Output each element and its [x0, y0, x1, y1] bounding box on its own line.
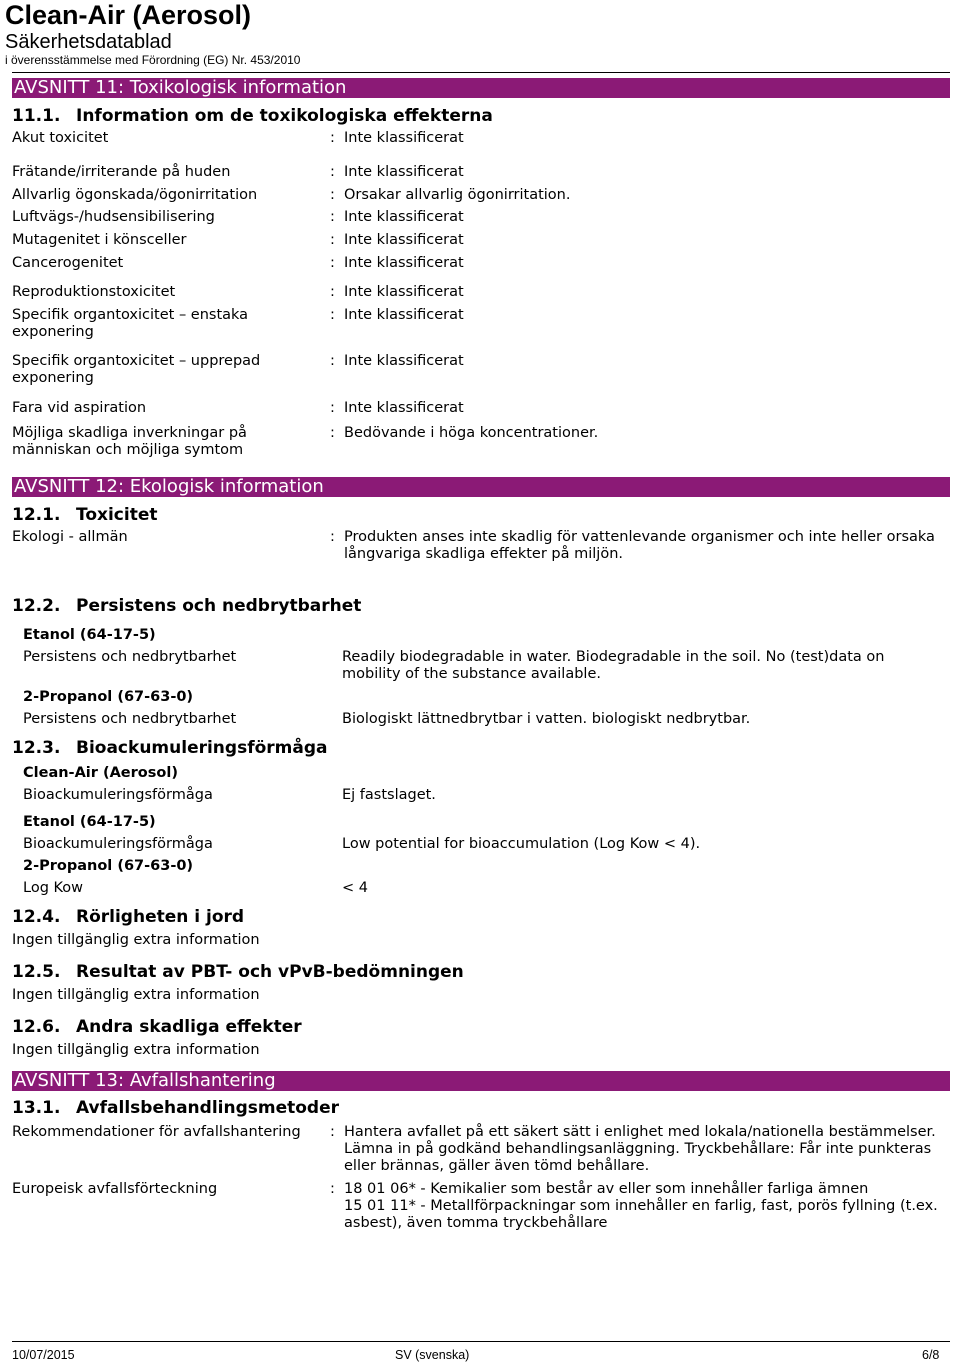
- row-label-human-effects: Möjliga skadliga inverkningar på människan och möjliga symtom: [12, 425, 247, 458]
- row-value: Inte klassificerat: [344, 164, 464, 180]
- substance-name: Etanol (64-17-5): [23, 814, 156, 830]
- row-label-stot-single: Specifik organtoxicitet – enstaka exponering: [12, 307, 249, 340]
- property-value: < 4: [342, 880, 368, 896]
- row-separator: :: [330, 353, 335, 369]
- property-value: Ej fastslaget.: [342, 787, 436, 803]
- row-value: Inte klassificerat: [344, 284, 464, 300]
- subsection-number: 12.3.: [12, 738, 61, 758]
- header-divider: [12, 72, 950, 73]
- row-label-eye-damage: Allvarlig ögonskada/ögonirritation: [12, 187, 258, 203]
- subsection-12-6-heading: [12, 1017, 302, 1037]
- subsection-title: Persistens och nedbrytbarhet: [76, 596, 362, 616]
- property-label: Persistens och nedbrytbarhet: [23, 649, 237, 665]
- footer-date: 10/07/2015: [12, 1348, 75, 1362]
- product-title: Clean-Air (Aerosol): [5, 0, 252, 30]
- row-value: Inte klassificerat: [344, 353, 464, 369]
- row-label-carcinogenicity: Cancerogenitet: [12, 255, 124, 271]
- property-label: Log Kow: [23, 880, 84, 896]
- row-label-stot-repeated: Specifik organtoxicitet – upprepad exponering: [12, 353, 261, 386]
- row-separator: :: [330, 187, 335, 203]
- row-separator: :: [330, 209, 335, 225]
- subsection-title: Toxicitet: [76, 505, 158, 525]
- property-label: Persistens och nedbrytbarhet: [23, 711, 237, 727]
- subsection-12-3-heading: [12, 738, 327, 758]
- substance-name: Etanol (64-17-5): [23, 627, 156, 643]
- row-separator: :: [330, 425, 335, 441]
- subsection-title: Andra skadliga effekter: [76, 1017, 302, 1037]
- row-separator: :: [330, 232, 335, 248]
- no-info-text: Ingen tillgänglig extra information: [12, 932, 260, 948]
- ecology-general-value: Produkten anses inte skadlig för vattenlevande organismer och inte heller orsaka långvariga skadliga effekter på miljön.: [344, 529, 935, 562]
- subsection-title: Rörligheten i jord: [76, 907, 245, 927]
- row-separator: :: [330, 130, 335, 146]
- waste-code-line: 18 01 06* - Kemikalier som består av eller som innehåller farliga ämnen: [344, 1181, 869, 1197]
- no-info-text: Ingen tillgänglig extra information: [12, 987, 260, 1003]
- section-13-header: AVSNITT 13: Avfallshantering: [12, 1071, 950, 1091]
- subsection-number: 12.4.: [12, 907, 61, 927]
- row-separator: :: [330, 1181, 335, 1197]
- property-value: Low potential for bioaccumulation (Log Kow < 4).: [342, 836, 701, 852]
- property-label: Bioackumuleringsförmåga: [23, 836, 213, 852]
- row-label-aspiration: Fara vid aspiration: [12, 400, 147, 416]
- row-value: Inte klassificerat: [344, 209, 464, 225]
- row-label-sensitisation: Luftvägs-/hudsensibilisering: [12, 209, 215, 225]
- property-label: Bioackumuleringsförmåga: [23, 787, 213, 803]
- row-separator: :: [330, 307, 335, 323]
- no-info-text: Ingen tillgänglig extra information: [12, 1042, 260, 1058]
- row-label-reproductive-toxicity: Reproduktionstoxicitet: [12, 284, 176, 300]
- row-separator: :: [330, 1124, 335, 1140]
- waste-recommendations-label: Rekommendationer för avfallshantering: [12, 1124, 301, 1140]
- substance-name: Clean-Air (Aerosol): [23, 765, 178, 781]
- subsection-number: 13.1.: [12, 1098, 61, 1118]
- waste-recommendations-value: Hantera avfallet på ett säkert sätt i enlighet med lokala/nationella bestämmelser. Lämna in på godkänd behandlingsanläggning. Tryckbehållare: Får inte punkteras eller brännas, gäller även tömd behållare.: [344, 1124, 936, 1174]
- regulation-note: i överensstämmelse med Förordning (EG) Nr. 453/2010: [5, 53, 301, 67]
- row-separator: :: [330, 164, 335, 180]
- subsection-number: 12.1.: [12, 505, 61, 525]
- row-label-skin-corrosion: Frätande/irriterande på huden: [12, 164, 231, 180]
- european-waste-list-value: [344, 1181, 944, 1232]
- subsection-11-1-heading: [12, 106, 493, 126]
- row-value: Inte klassificerat: [344, 232, 464, 248]
- property-value: Biologiskt lättnedbrytbar i vatten. biologiskt nedbrytbar.: [342, 711, 751, 727]
- subsection-12-1-heading: [12, 505, 158, 525]
- row-value: Inte klassificerat: [344, 255, 464, 271]
- subsection-12-2-heading: [12, 596, 361, 616]
- property-value: Readily biodegradable in water. Biodegradable in the soil. No (test)data on mobility of the substance available.: [342, 649, 885, 682]
- subsection-number: 12.2.: [12, 596, 61, 616]
- footer-language: SV (svenska): [395, 1348, 470, 1362]
- row-separator: :: [330, 284, 335, 300]
- subsection-12-4-heading: [12, 907, 244, 927]
- subsection-13-1-heading: [12, 1098, 339, 1118]
- row-label-mutagenicity: Mutagenitet i könsceller: [12, 232, 187, 248]
- row-value: Inte klassificerat: [344, 400, 464, 416]
- row-separator: :: [330, 400, 335, 416]
- row-value: Inte klassificerat: [344, 307, 464, 323]
- ecology-general-label: Ekologi - allmän: [12, 529, 128, 545]
- row-separator: :: [330, 255, 335, 271]
- subsection-title: Avfallsbehandlingsmetoder: [76, 1098, 339, 1118]
- substance-name: 2-Propanol (67-63-0): [23, 858, 194, 874]
- waste-code-line: 15 01 11* - Metallförpackningar som innehåller en farlig, fast, porös fyllning (t.ex. asbest), även tomma tryckbehållare: [344, 1198, 938, 1231]
- european-waste-list-label: Europeisk avfallsförteckning: [12, 1181, 218, 1197]
- row-separator: :: [330, 529, 335, 545]
- row-value: Bedövande i höga koncentrationer.: [344, 425, 599, 441]
- subsection-title: Information om de toxikologiska effekterna: [76, 106, 493, 126]
- section-11-header: AVSNITT 11: Toxikologisk information: [12, 78, 950, 98]
- subsection-number: 12.5.: [12, 962, 61, 982]
- subsection-number: 11.1.: [12, 106, 61, 126]
- document-type: Säkerhetsdatablad: [5, 31, 172, 53]
- row-label-acute-toxicity: Akut toxicitet: [12, 130, 109, 146]
- subsection-number: 12.6.: [12, 1017, 61, 1037]
- subsection-12-5-heading: [12, 962, 464, 982]
- substance-name: 2-Propanol (67-63-0): [23, 689, 194, 705]
- footer-divider: [12, 1341, 950, 1342]
- subsection-title: Resultat av PBT- och vPvB-bedömningen: [76, 962, 464, 982]
- subsection-title: Bioackumuleringsförmåga: [76, 738, 328, 758]
- section-12-header: AVSNITT 12: Ekologisk information: [12, 477, 950, 497]
- row-value: Inte klassificerat: [344, 130, 464, 146]
- row-value: Orsakar allvarlig ögonirritation.: [344, 187, 571, 203]
- footer-page-number: 6/8: [922, 1348, 940, 1362]
